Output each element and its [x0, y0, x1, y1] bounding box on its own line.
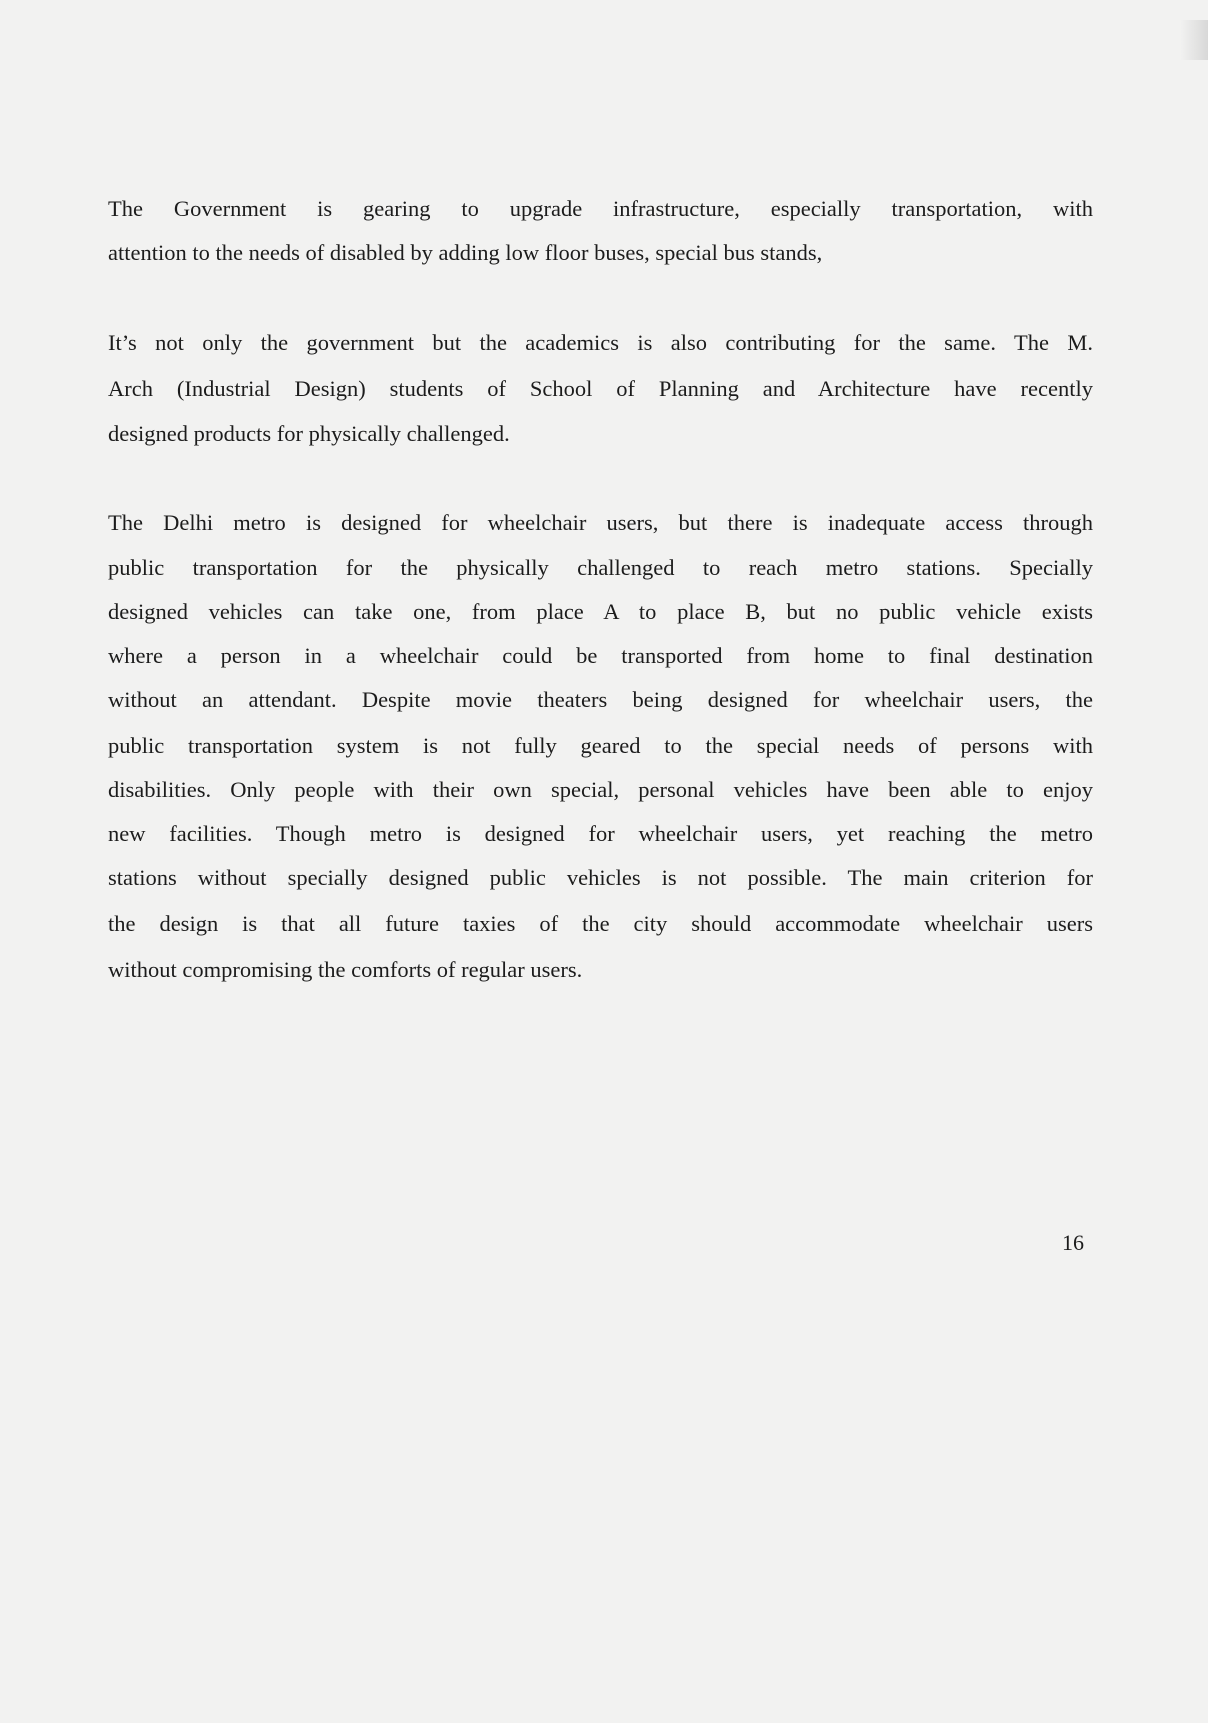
text-line: designed vehicles can take one, from place A to place B, but no public vehicle exists	[108, 599, 1093, 624]
text-line: without an attendant. Despite movie theaters being designed for wheelchair users, the	[108, 687, 1093, 712]
text-line: public transportation system is not fully geared to the special needs of persons with	[108, 733, 1093, 758]
text-line: disabilities. Only people with their own special, personal vehicles have been able to enjoy	[108, 777, 1093, 802]
text-line: The Government is gearing to upgrade infrastructure, especially transportation, with	[108, 196, 1093, 221]
text-line: attention to the needs of disabled by adding low floor buses, special bus stands,	[108, 240, 823, 265]
text-line: Arch (Industrial Design) students of School of Planning and Architecture have recently	[108, 376, 1093, 401]
scan-edge-shadow	[1180, 20, 1208, 60]
text-line: without compromising the comforts of regular users.	[108, 957, 583, 982]
text-line: new facilities. Though metro is designed for wheelchair users, yet reaching the metro	[108, 821, 1093, 846]
text-line: where a person in a wheelchair could be transported from home to final destination	[108, 643, 1093, 668]
text-line: public transportation for the physically challenged to reach metro stations. Specially	[108, 555, 1093, 580]
text-line: the design is that all future taxies of the city should accommodate wheelchair users	[108, 911, 1093, 936]
text-line: The Delhi metro is designed for wheelchair users, but there is inadequate access through	[108, 510, 1093, 535]
text-line: designed products for physically challenged.	[108, 421, 510, 446]
text-line: stations without specially designed public vehicles is not possible. The main criterion for	[108, 865, 1093, 890]
page-number: 16	[1062, 1230, 1084, 1255]
text-line: It’s not only the government but the academics is also contributing for the same. The M.	[108, 330, 1093, 355]
